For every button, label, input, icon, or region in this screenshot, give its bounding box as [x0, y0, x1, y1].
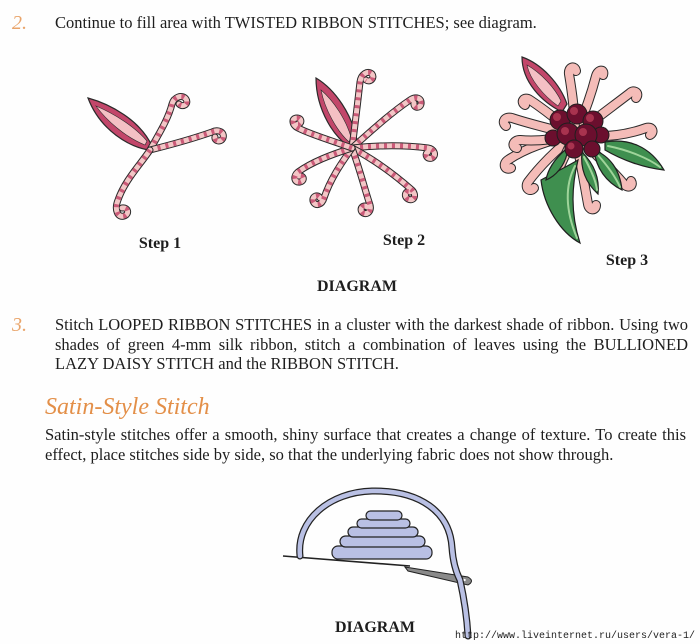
twisted-ribbon-down — [116, 150, 150, 216]
step-1-illustration — [80, 85, 240, 235]
loop-highlight — [570, 107, 578, 115]
section-heading: Satin-Style Stitch — [45, 394, 210, 420]
loop-highlight — [553, 113, 561, 121]
green-leaves — [541, 141, 664, 243]
loop-highlight — [579, 128, 587, 136]
paragraph-line: shades of green 4-mm silk ribbon, stitch a combination of leaves using the BULLIONED — [55, 334, 688, 354]
step-3-number: 3. — [12, 314, 27, 336]
step-2-number: 2. — [12, 12, 27, 34]
ribbon-diagram-caption: DIAGRAM — [317, 278, 397, 295]
step-2-illustration — [282, 62, 447, 222]
step-2-text: Continue to fill area with TWISTED RIBBON STITCHES; see diagram. — [55, 13, 537, 32]
ribbon-leaf — [88, 98, 152, 150]
step-3-illustration — [492, 50, 670, 248]
satin-stitch — [366, 511, 402, 520]
satin-diagram-caption: DIAGRAM — [335, 619, 415, 636]
source-url-watermark: http://www.liveinternet.ru/users/vera-1/ — [455, 631, 696, 642]
loop-highlight — [561, 127, 569, 135]
paragraph-line: Stitch LOOPED RIBBON STITCHES in a cluster with the darkest shade of ribbon. Using two — [55, 315, 688, 334]
step-1-label: Step 1 — [138, 235, 182, 252]
paragraph-line: effect, place stitches side by side, so that the underlying fabric does not show through. — [45, 444, 614, 464]
loop — [565, 140, 583, 158]
loop — [584, 141, 600, 157]
satin-stitches — [332, 511, 432, 559]
satin-paragraph — [45, 425, 686, 464]
ribbon-fill — [116, 150, 150, 216]
loop-highlight — [586, 114, 594, 122]
step-2-label: Step 2 — [382, 232, 426, 249]
step-3-paragraph — [55, 315, 688, 374]
satin-stitch — [332, 546, 432, 559]
loop-highlight — [568, 143, 575, 150]
step-3-label: Step 3 — [605, 252, 649, 269]
paragraph-line: LAZY DAISY STITCH and the RIBBON STITCH. — [55, 354, 399, 373]
paragraph-line: Satin-style stitches offer a smooth, shiny surface that creates a change of texture. To create this — [45, 425, 686, 444]
satin-stitch — [340, 536, 425, 547]
twisted-ribbon — [352, 98, 421, 148]
